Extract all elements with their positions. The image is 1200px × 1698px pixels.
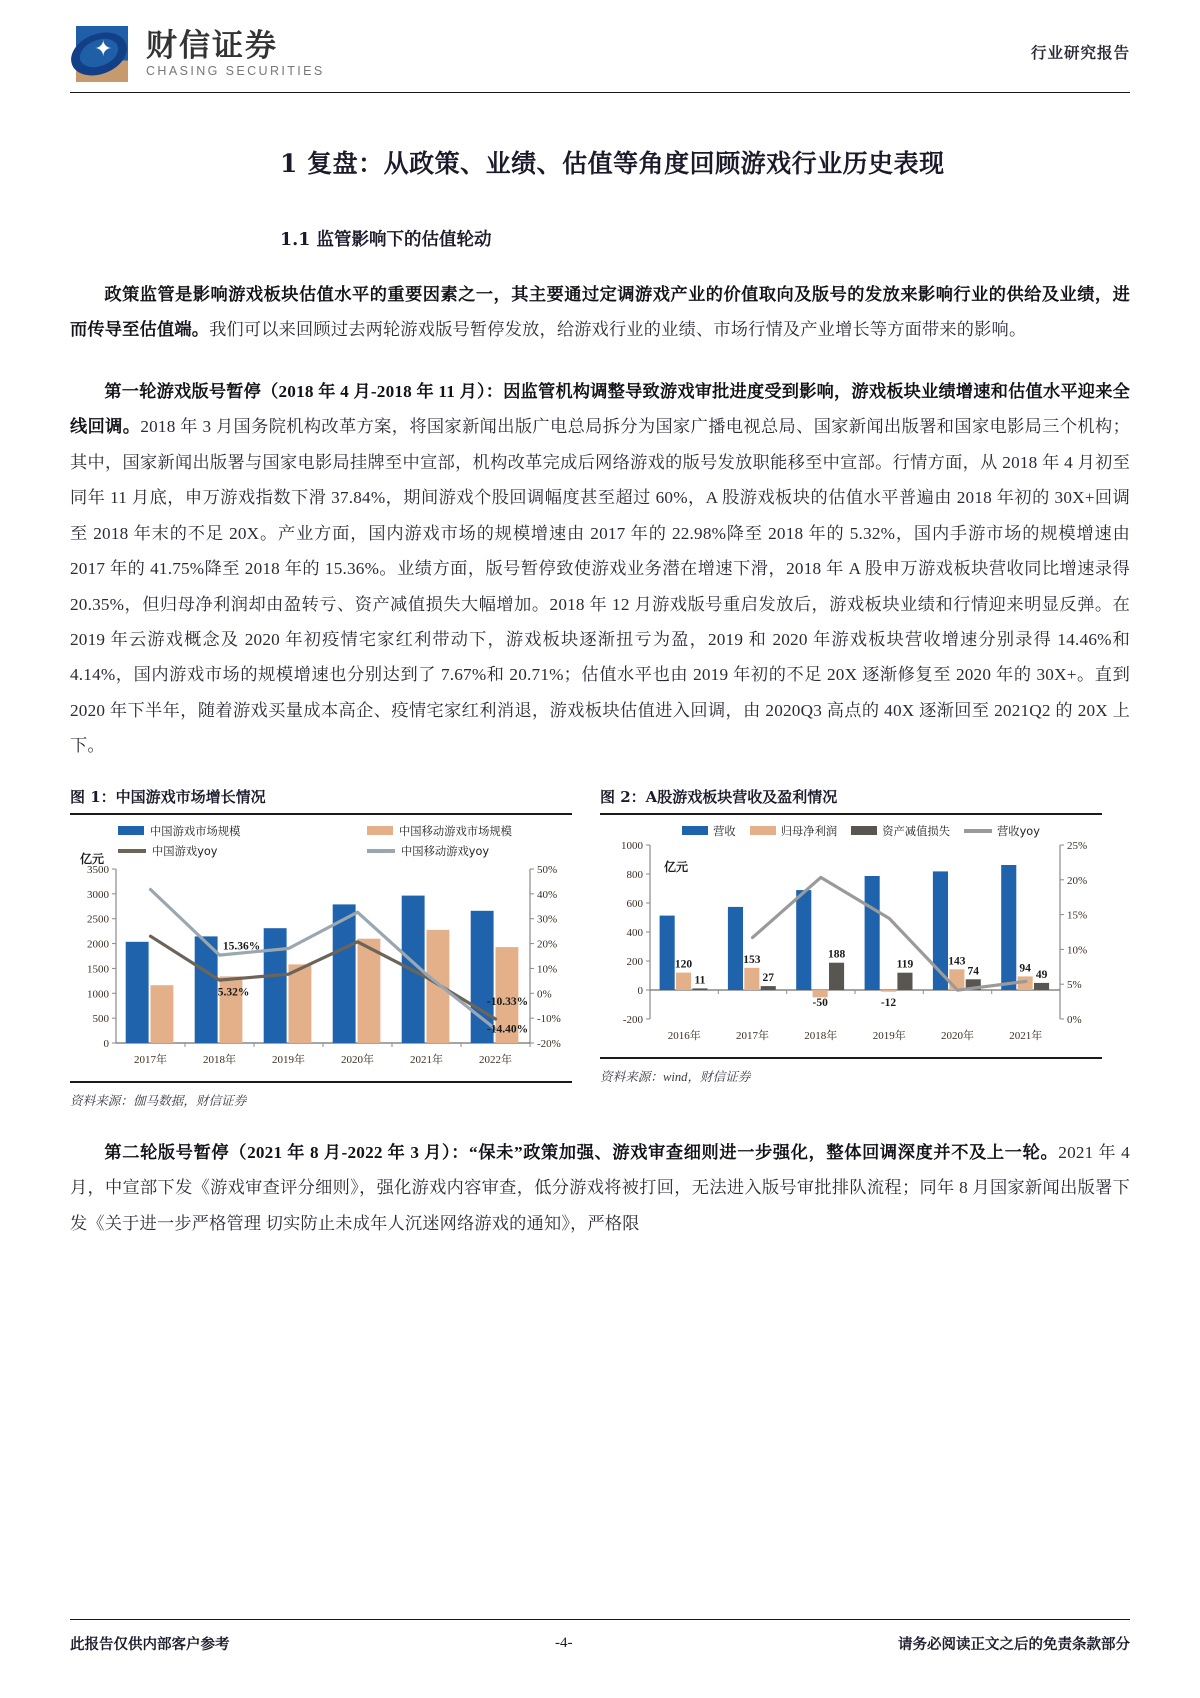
svg-text:1000: 1000 <box>87 987 109 1000</box>
legend-label: 中国移动游戏市场规模 <box>399 824 512 838</box>
svg-text:10%: 10% <box>537 963 558 976</box>
svg-text:2020年: 2020年 <box>941 1029 974 1042</box>
svg-text:-10.33%: -10.33% <box>486 995 529 1008</box>
paragraph-3 <box>70 1135 1130 1241</box>
svg-text:600: 600 <box>626 897 643 910</box>
svg-text:15.36%: 15.36% <box>222 940 261 953</box>
legend-swatch-bar <box>367 826 393 835</box>
svg-text:74: 74 <box>967 964 979 977</box>
svg-text:2016年: 2016年 <box>667 1029 701 1042</box>
paragraph-3-bold: 第二轮版号暂停（2021 年 8 月-2022 年 3 月）：“保未”政策加强、游戏审查细则进一步强化，整体回调深度并不及上一轮。 <box>104 1142 1059 1162</box>
legend-item-revenue-yoy <box>964 823 1040 839</box>
svg-text:2019年: 2019年 <box>272 1053 305 1066</box>
svg-text:5.32%: 5.32% <box>217 985 250 998</box>
figure-1-source: 资料来源：伽马数据，财信证券 <box>70 1081 572 1109</box>
paragraph-1-bold: 政策监管是影响游戏板块估值水平的重要因素之一，其主要通过定调游戏产业的价值取向及版号的发放来影响行业的供给及业绩，进而传导至估值端。 <box>70 285 1130 340</box>
svg-text:1500: 1500 <box>87 963 109 976</box>
svg-text:120: 120 <box>674 958 693 971</box>
svg-text:-20%: -20% <box>537 1037 561 1050</box>
legend-item-impairment <box>851 823 950 839</box>
svg-text:188: 188 <box>827 948 846 961</box>
legend-swatch-bar <box>118 826 144 835</box>
figure-2 <box>600 786 1102 1109</box>
svg-text:1000: 1000 <box>621 839 643 852</box>
legend-item-cn-mobile-size <box>321 823 570 839</box>
svg-text:143: 143 <box>948 954 966 967</box>
svg-text:20%: 20% <box>537 938 558 951</box>
svg-text:2500: 2500 <box>87 913 109 926</box>
figures-row <box>70 786 1130 1109</box>
brand-name-cn: 财信证券 <box>146 27 278 64</box>
svg-text:153: 153 <box>743 953 761 966</box>
paragraph-3-rest: 2021 年 4 月，中宣部下发《游戏审查评分细则》，强化游戏内容审查，低分游戏将被打回，无法进入版号审批排队流程；同年 8 月国家新闻出版署下发《关于进一步严格管理 切实防止未成年人沉迷网络游戏的通知》，严格限 <box>70 1142 1130 1233</box>
svg-text:0: 0 <box>637 984 643 997</box>
report-type-label: 行业研究报告 <box>1030 43 1130 62</box>
star-icon: ✦ <box>94 36 113 61</box>
page-title: 1 复盘：从政策、业绩、估值等角度回顾游戏行业历史表现 <box>280 149 945 178</box>
brand-logo <box>70 24 325 84</box>
svg-text:2017年: 2017年 <box>736 1029 769 1042</box>
svg-text:3000: 3000 <box>87 888 109 901</box>
svg-text:2021年: 2021年 <box>1009 1029 1043 1042</box>
svg-text:0: 0 <box>103 1037 109 1050</box>
svg-text:25%: 25% <box>1067 839 1088 852</box>
legend-label: 资产减值损失 <box>882 824 950 838</box>
figure-2-svg <box>602 839 1102 1051</box>
svg-text:5%: 5% <box>1067 978 1082 991</box>
footer-divider <box>70 1619 1130 1620</box>
legend-swatch-line <box>964 829 992 833</box>
svg-text:-14.40%: -14.40% <box>486 1023 529 1036</box>
subsection-title: 1.1 监管影响下的估值轮动 <box>280 230 492 250</box>
svg-text:2018年: 2018年 <box>203 1053 236 1066</box>
figure-2-source: 资料来源：wind，财信证券 <box>600 1057 1102 1085</box>
paragraph-1 <box>70 277 1130 348</box>
legend-swatch-line <box>367 849 395 853</box>
figure-1-caption: 图 1：中国游戏市场增长情况 <box>70 787 266 806</box>
legend-label: 营收 <box>713 824 736 838</box>
svg-text:0%: 0% <box>1067 1013 1082 1026</box>
legend-swatch-bar <box>682 826 708 835</box>
svg-text:2019年: 2019年 <box>872 1029 906 1042</box>
svg-text:亿元: 亿元 <box>80 851 105 866</box>
legend-swatch-bar <box>750 826 776 835</box>
header-divider <box>70 92 1130 93</box>
legend-label: 营收yoy <box>997 824 1040 838</box>
footer-left-note: 此报告仅供内部客户参考 <box>70 1636 230 1653</box>
svg-text:-50: -50 <box>812 996 828 1009</box>
paragraph-2-bold: 第一轮游戏版号暂停（2018 年 4 月-2018 年 11 月）：因监管机构调整导致游戏审批进度受到影响，游戏板块业绩增速和估值水平迎来全线回调。 <box>70 381 1130 437</box>
legend-swatch-bar <box>851 826 877 835</box>
svg-text:亿元: 亿元 <box>664 859 689 874</box>
document-body <box>70 120 1130 1241</box>
svg-text:49: 49 <box>1035 968 1048 981</box>
svg-text:40%: 40% <box>537 888 558 901</box>
svg-text:2018年: 2018年 <box>804 1029 838 1042</box>
legend-item-cn-game-size <box>72 823 321 839</box>
legend-item-net-profit <box>750 823 838 839</box>
svg-text:-10%: -10% <box>537 1012 561 1025</box>
figure-2-legend <box>602 823 1100 839</box>
legend-item-revenue <box>682 823 736 839</box>
page-footer <box>70 1633 1130 1654</box>
svg-text:30%: 30% <box>537 913 558 926</box>
legend-item-cn-game-yoy <box>72 843 321 859</box>
svg-text:200: 200 <box>626 955 643 968</box>
page-header <box>70 18 1130 90</box>
svg-text:2020年: 2020年 <box>341 1053 374 1066</box>
chasing-securities-logo-icon <box>70 24 132 84</box>
svg-text:500: 500 <box>92 1012 109 1025</box>
svg-text:3500: 3500 <box>87 863 109 876</box>
legend-swatch-line <box>118 849 146 853</box>
legend-label: 中国移动游戏yoy <box>401 844 490 858</box>
svg-text:10%: 10% <box>1067 944 1088 957</box>
brand-name-en: CHASING SECURITIES <box>146 64 325 79</box>
paragraph-1-rest: 我们可以来回顾过去两轮游戏版号暂停发放，给游戏行业的业绩、市场行情及产业增长等方面带来的影响。 <box>209 320 1027 340</box>
page-number: -4- <box>555 1635 573 1651</box>
legend-label: 中国游戏yoy <box>152 844 218 858</box>
paragraph-2 <box>70 374 1130 764</box>
svg-text:-12: -12 <box>880 996 897 1009</box>
svg-text:119: 119 <box>896 958 914 971</box>
legend-item-cn-mobile-yoy <box>321 843 570 859</box>
svg-text:94: 94 <box>1019 962 1031 975</box>
svg-text:50%: 50% <box>537 863 558 876</box>
legend-label: 中国游戏市场规模 <box>150 824 241 838</box>
svg-text:-200: -200 <box>622 1013 643 1026</box>
figure-2-plot <box>602 839 1100 1051</box>
svg-text:11: 11 <box>694 974 706 987</box>
svg-text:2017年: 2017年 <box>134 1053 167 1066</box>
paragraph-2-rest: 2018 年 3 月国务院机构改革方案，将国家新闻出版广电总局拆分为国家广播电视总局、国家新闻出版署和国家电影局三个机构；其中，国家新闻出版署与国家电影局挂牌至中宣部，机构改革完成后网络游戏的版号发放职能移至中宣部。行情方面，从 2018 年 4 月初至同年 11 月底，申万游戏指数下滑 37.84%，期间游戏个股回调幅度甚至超过 60%，A 股游戏板块的估值水平普遍由 2018 年初的 30X+回调至 2018 年末的不足 20X。产业方面，国内游戏市场的规模增速由 2017 年的 22.98%降至 2018 年的 5.32%，国内手游市场的规模增速由 2017 年的 41.75%降至 2018 年的 15.36%。业绩方面，版号暂停致使游戏业务潜在增速下滑，2018 年 A 股申万游戏板块营收同比增速录得 20.35%，但归母净利润却由盈转亏、资产减值损失大幅增加。2018 年 12 月游戏版号重启发放后，游戏板块业绩和行情迎来明显反弹。在 2019 年云游戏概念及 2020 年初疫情宅家红利带动下，游戏板块逐渐扭亏为盈，2019 和 2020 年游戏板块营收增速分别录得 14.46%和 4.14%，国内游戏市场的规模增速也分别达到了 7.67%和 20.71%；估值水平也由 2019 年初的不足 20X 逐渐修复至 2020 年的 30X+。直到 2020 年下半年，随着游戏买量成本高企、疫情宅家红利消退，游戏板块估值进入回调，由 2020Q3 高点的 40X 逐渐回至 2021Q2 的 20X 上下。 <box>70 417 1130 756</box>
figure-1 <box>70 786 572 1109</box>
svg-text:400: 400 <box>626 926 643 939</box>
svg-text:15%: 15% <box>1067 909 1088 922</box>
footer-right-note: 请务必阅读正文之后的免责条款部分 <box>898 1636 1130 1653</box>
svg-text:20%: 20% <box>1067 874 1088 887</box>
figure-1-legend <box>72 823 570 863</box>
svg-text:800: 800 <box>626 868 643 881</box>
svg-text:2000: 2000 <box>87 938 109 951</box>
svg-text:2022年: 2022年 <box>479 1053 512 1066</box>
figure-2-caption: 图 2：A股游戏板块营收及盈利情况 <box>600 787 838 806</box>
svg-text:27: 27 <box>762 971 774 984</box>
svg-text:0%: 0% <box>537 987 552 1000</box>
legend-label: 归母净利润 <box>780 824 838 838</box>
svg-text:2021年: 2021年 <box>410 1053 443 1066</box>
